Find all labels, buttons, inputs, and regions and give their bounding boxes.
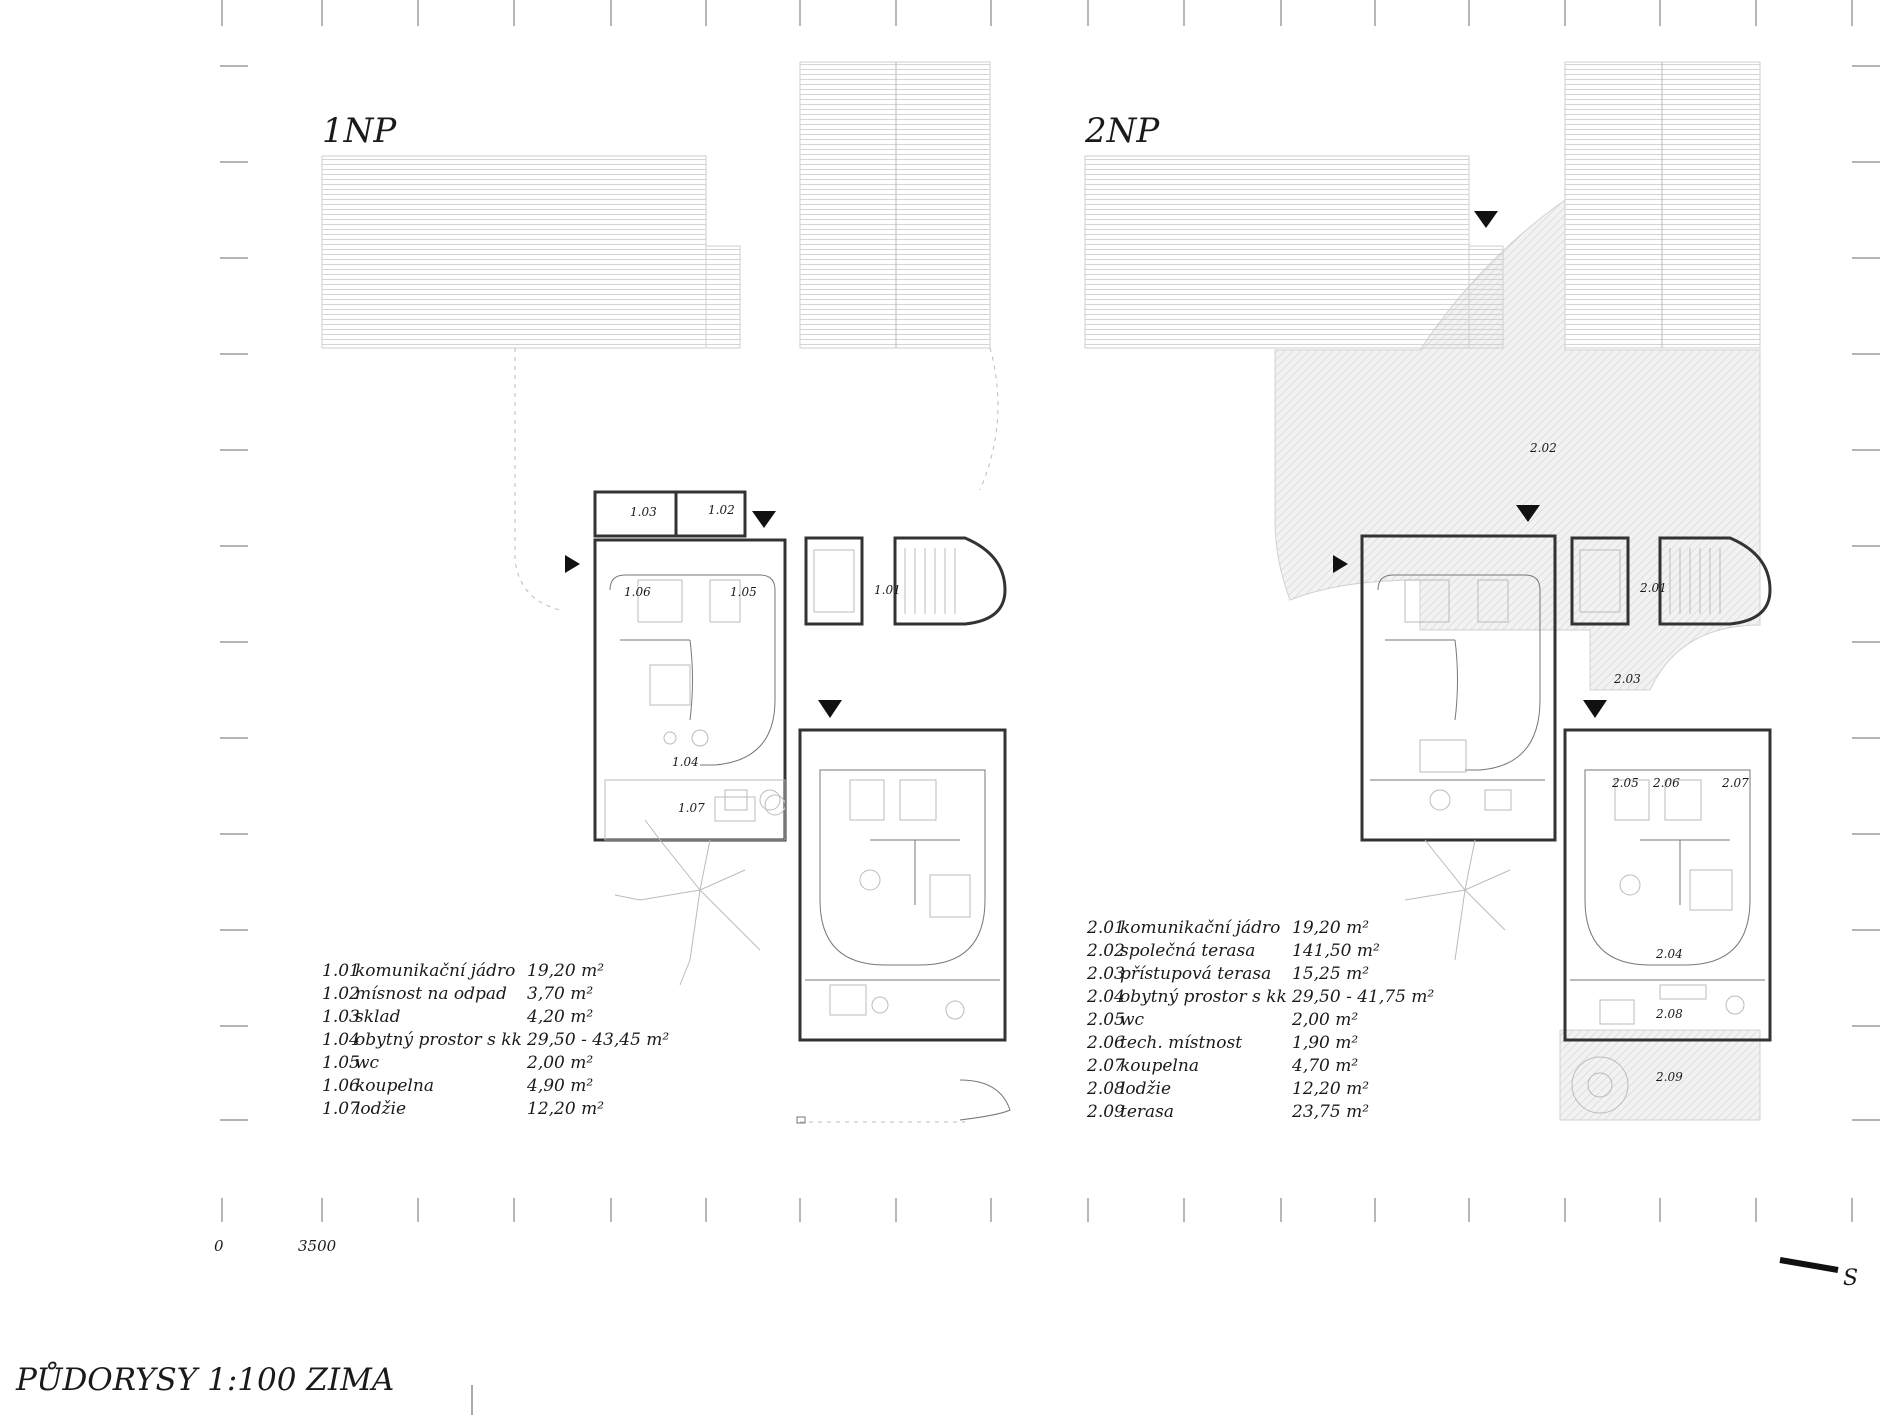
legend-name: přístupová terasa xyxy=(1120,964,1272,984)
room-tag-1-02: 1.02 xyxy=(708,503,735,517)
legend-area: 12,20 m² xyxy=(1292,1079,1370,1099)
legend-area: 2,00 m² xyxy=(527,1053,594,1073)
legend-area: 23,75 m² xyxy=(1292,1102,1370,1122)
room-tag-2-06: 2.06 xyxy=(1653,776,1680,790)
legend-name: lodžie xyxy=(1120,1079,1172,1099)
legend-area: 19,20 m² xyxy=(1292,918,1370,938)
legend-code: 1.01 xyxy=(322,961,360,981)
room-tag-1-07: 1.07 xyxy=(678,801,705,815)
room-tag-2-02: 2.02 xyxy=(1530,441,1557,455)
room-tag-1-03: 1.03 xyxy=(630,505,657,519)
parking-area xyxy=(1085,156,1469,348)
legend-row xyxy=(322,1099,604,1119)
legend-name: komunikační jádro xyxy=(1120,918,1281,938)
room-tag-1-01: 1.01 xyxy=(874,583,901,597)
room-tag-2-08: 2.08 xyxy=(1656,1007,1683,1021)
legend-row xyxy=(1086,987,1434,1007)
legend-code: 2.06 xyxy=(1087,1033,1125,1053)
legend-name: koupelna xyxy=(1120,1056,1199,1076)
legend-code: 2.08 xyxy=(1087,1079,1125,1099)
legend-code: 2.01 xyxy=(1087,918,1125,938)
legend-code: 1.05 xyxy=(322,1053,360,1073)
stair-ramp xyxy=(1469,246,1503,348)
legend-name: terasa xyxy=(1120,1102,1175,1122)
scale-bar-end: 3500 xyxy=(298,1237,337,1255)
room-tag-2-04: 2.04 xyxy=(1656,947,1683,961)
legend-name: tech. místnost xyxy=(1120,1033,1243,1053)
north-label: S xyxy=(1843,1266,1859,1291)
room-tag-1-04: 1.04 xyxy=(672,755,699,769)
sheet-title: PŮDORYSY 1:100 ZIMA xyxy=(16,1362,395,1398)
floor-2-title: 2NP xyxy=(1085,111,1160,151)
room-tag-2-01: 2.01 xyxy=(1640,581,1667,595)
legend-code: 1.07 xyxy=(322,1099,360,1119)
legend-row xyxy=(1086,1079,1369,1099)
legend-row xyxy=(1086,918,1369,938)
legend-name: sklad xyxy=(355,1007,401,1027)
legend-name: lodžie xyxy=(355,1099,407,1119)
entrance-arrow-icon xyxy=(752,511,776,528)
room-tag-2-09: 2.09 xyxy=(1656,1070,1683,1084)
legend-row xyxy=(1086,941,1380,961)
legend-name: obytný prostor s kk xyxy=(355,1030,522,1050)
legend-row xyxy=(322,984,593,1004)
room-tag-1-06: 1.06 xyxy=(624,585,651,599)
legend-area: 2,00 m² xyxy=(1292,1010,1359,1030)
legend-code: 2.09 xyxy=(1087,1102,1125,1122)
room-tag-2-07: 2.07 xyxy=(1722,776,1749,790)
floor-2-room-legend xyxy=(1086,918,1434,1122)
legend-area: 3,70 m² xyxy=(527,984,594,1004)
legend-name: společná terasa xyxy=(1120,941,1256,961)
legend-code: 2.03 xyxy=(1087,964,1125,984)
legend-code: 1.02 xyxy=(322,984,360,1004)
entrance-arrow-icon xyxy=(818,700,842,718)
adjacent-block xyxy=(800,62,990,348)
parking-area xyxy=(322,156,706,348)
scale-bar-start: 0 xyxy=(214,1237,224,1255)
room-tag-1-05: 1.05 xyxy=(730,585,757,599)
tree-icon xyxy=(1405,840,1510,960)
north-arrow-icon xyxy=(1780,1260,1858,1291)
legend-name: koupelna xyxy=(355,1076,434,1096)
floor-1-title: 1NP xyxy=(322,111,397,151)
legend-area: 19,20 m² xyxy=(527,961,605,981)
stair-ramp xyxy=(706,246,740,348)
legend-code: 2.04 xyxy=(1087,987,1125,1007)
legend-area: 29,50 - 41,75 m² xyxy=(1292,987,1435,1007)
room-tag-2-03: 2.03 xyxy=(1614,672,1641,686)
legend-code: 1.04 xyxy=(322,1030,360,1050)
legend-area: 15,25 m² xyxy=(1292,964,1370,984)
legend-code: 2.05 xyxy=(1087,1010,1125,1030)
legend-row xyxy=(1086,1102,1369,1122)
legend-row xyxy=(322,1053,593,1073)
floor-2-plan xyxy=(1084,62,1770,1122)
entrance-arrow-icon xyxy=(565,555,580,573)
scale-bar xyxy=(214,1237,337,1255)
legend-name: obytný prostor s kk xyxy=(1120,987,1287,1007)
room-tag-2-05: 2.05 xyxy=(1612,776,1639,790)
legend-area: 29,50 - 43,45 m² xyxy=(527,1030,670,1050)
legend-area: 141,50 m² xyxy=(1292,941,1380,961)
floor-1-plan xyxy=(322,62,1010,1123)
legend-row xyxy=(1086,1056,1358,1076)
legend-row xyxy=(322,1030,669,1050)
legend-row xyxy=(322,1076,593,1096)
legend-name: wc xyxy=(355,1053,380,1073)
legend-row xyxy=(322,1007,593,1027)
legend-area: 4,90 m² xyxy=(527,1076,594,1096)
entrance-arrow-icon xyxy=(1474,211,1498,228)
legend-name: wc xyxy=(1120,1010,1145,1030)
legend-code: 2.07 xyxy=(1087,1056,1125,1076)
legend-code: 1.06 xyxy=(322,1076,360,1096)
legend-area: 12,20 m² xyxy=(527,1099,605,1119)
apartment-lower-walls xyxy=(800,730,1005,1040)
legend-name: mísnost na odpad xyxy=(355,984,507,1004)
entrance-arrow-icon xyxy=(1583,700,1607,718)
legend-area: 4,70 m² xyxy=(1292,1056,1359,1076)
legend-area: 4,20 m² xyxy=(527,1007,594,1027)
tree-icon xyxy=(615,820,760,985)
legend-row xyxy=(1086,1010,1358,1030)
legend-row xyxy=(1086,964,1369,984)
floor-1-room-legend xyxy=(322,961,669,1119)
legend-row xyxy=(322,961,604,981)
legend-code: 1.03 xyxy=(322,1007,360,1027)
legend-name: komunikační jádro xyxy=(355,961,516,981)
legend-row xyxy=(1086,1033,1358,1053)
legend-code: 2.02 xyxy=(1087,941,1125,961)
legend-area: 1,90 m² xyxy=(1292,1033,1359,1053)
